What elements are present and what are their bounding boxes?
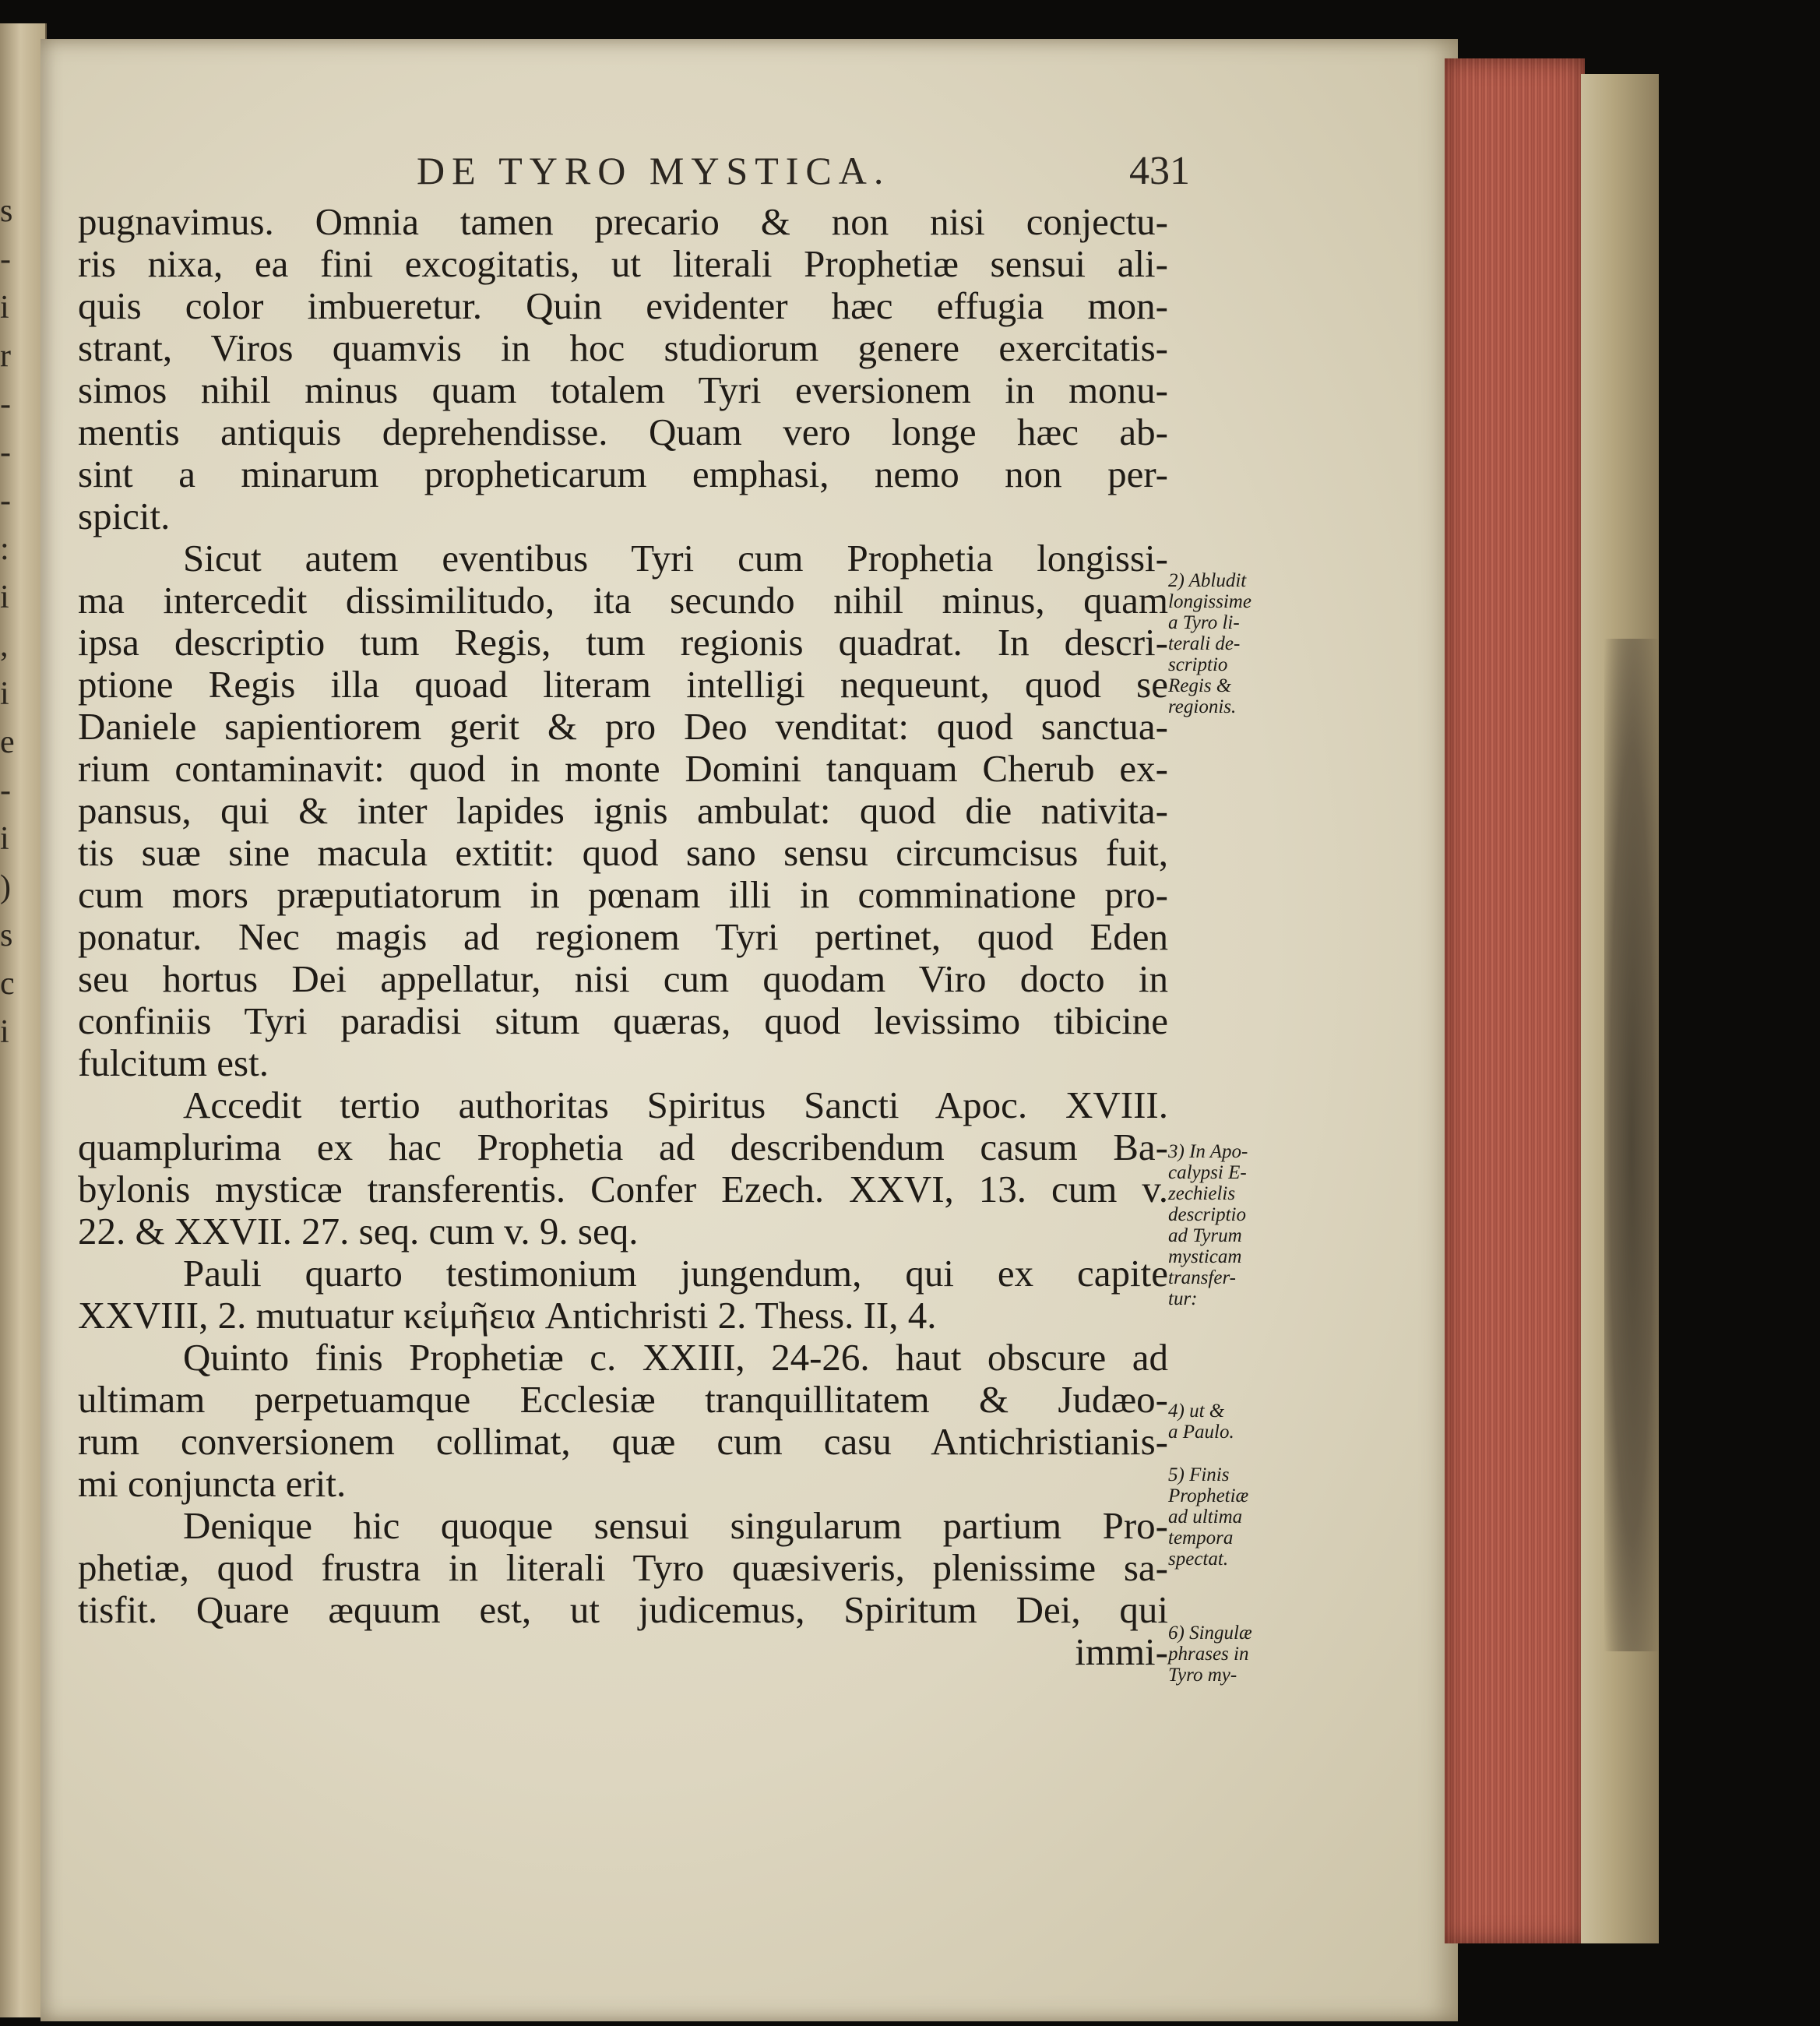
text-line: tis suæ sine macula extitit: quod sano sensu circumcisus fuit,: [78, 831, 1168, 874]
margin-note-line: tempora: [1168, 1527, 1234, 1549]
text-line: cum mors præputiatorum in pœnam illi in comminatione pro-: [78, 873, 1168, 916]
text-line: 22. & XXVII. 27. seq. cum v. 9. seq.: [78, 1210, 639, 1253]
text-line: strant, Viros quamvis in hoc studiorum genere exercitatis-: [78, 326, 1168, 369]
text-line: phetiæ, quod frustra in literali Tyro quæsiveris, plenissime sa-: [78, 1546, 1168, 1589]
margin-note-line: tur:: [1168, 1288, 1198, 1309]
text-line: rium contaminavit: quod in monte Domini tanquam Cherub ex-: [78, 747, 1168, 790]
text-line: confiniis Tyri paradisi situm quæras, quod levissimo tibicine: [78, 999, 1168, 1042]
page-number: 431: [1129, 149, 1190, 193]
left-page-fragment: -: [0, 241, 11, 277]
margin-note-line: mysticam: [1168, 1246, 1242, 1267]
left-page-fragment: ): [0, 869, 11, 905]
text-line: Pauli quarto testimonium jungendum, qui ex capite: [183, 1252, 1168, 1295]
cover-stain: [1604, 639, 1659, 1651]
margin-note-line: ad Tyrum: [1168, 1225, 1242, 1246]
text-line: ptione Regis illa quoad literam intelligi nequeunt, quod se: [78, 663, 1168, 706]
text-line: rum conversionem collimat, quæ cum casu Antichristianis-: [78, 1420, 1168, 1463]
text-line: pansus, qui & inter lapides ignis ambulat: quod die nativita-: [78, 789, 1168, 832]
text-line: quis color imbueretur. Quin evidenter hæc effugia mon-: [78, 284, 1168, 327]
margin-note-line: spectat.: [1168, 1549, 1229, 1570]
left-page-fragment: :: [0, 531, 9, 567]
main-text-block: [78, 201, 1168, 1673]
left-page-fragment: i: [0, 676, 9, 712]
text-line: tisfit. Quare æquum est, ut judicemus, Spiritum Dei, qui: [78, 1588, 1168, 1631]
left-page-fragment: -: [0, 773, 11, 809]
margin-note-line: 5) Finis: [1168, 1464, 1230, 1485]
margin-note-line: ad ultima: [1168, 1506, 1243, 1527]
text-line: simos nihil minus quam totalem Tyri eversionem in monu-: [78, 368, 1168, 411]
text-line: Sicut autem eventibus Tyri cum Prophetia longissi-: [183, 537, 1168, 580]
left-page-fragment: ,: [0, 628, 9, 664]
margin-note-line: zechielis: [1168, 1183, 1236, 1204]
margin-note-line: phrases in: [1168, 1644, 1249, 1665]
text-line: pugnavimus. Omnia tamen precario & non nisi conjectu-: [78, 200, 1168, 243]
left-page-fragment: -: [0, 435, 11, 470]
margin-note: [1168, 570, 1308, 717]
text-line: XXVIII, 2. mutuatur κεἰμῆεια Antichristi 2. Thess. II, 4.: [78, 1294, 937, 1337]
text-line: Daniele sapientiorem gerit & pro Deo venditat: quod sanctua-: [78, 705, 1168, 748]
left-page-fragment: c: [0, 966, 15, 1002]
text-line: fulcitum est.: [78, 1041, 269, 1084]
text-line: ultimam perpetuamque Ecclesiæ tranquillitatem & Judæo-: [78, 1378, 1168, 1421]
left-page-fragment: i: [0, 1014, 9, 1050]
left-page-fragment: s: [0, 918, 13, 953]
text-line: bylonis mysticæ transferentis. Confer Ezech. XXVI, 13. cum v.: [78, 1168, 1168, 1210]
text-line: ipsa descriptio tum Regis, tum regionis quadrat. In descri-: [78, 621, 1168, 664]
margin-note-line: 2) Abludit: [1168, 570, 1247, 591]
margin-note-line: 6) Singulæ: [1168, 1623, 1252, 1644]
text-line: Accedit tertio authoritas Spiritus Sancti Apoc. XVIII.: [183, 1083, 1168, 1126]
margin-note: [1168, 1623, 1308, 1686]
left-page-fragment: r: [0, 338, 11, 374]
left-page-fragment: i: [0, 580, 9, 615]
text-line: Denique hic quoque sensui singularum partium Pro-: [183, 1504, 1168, 1547]
text-line: ma intercedit dissimilitudo, ita secundo nihil minus, quam: [78, 579, 1168, 622]
running-head: DE TYRO MYSTICA.: [417, 149, 891, 192]
left-page-fragment: i: [0, 290, 9, 326]
left-page-fragments: [0, 187, 16, 1355]
text-line: immi-: [1075, 1630, 1168, 1673]
margin-note: [1168, 1141, 1308, 1309]
margin-note: [1168, 1401, 1308, 1443]
margin-note-line: scriptio: [1168, 654, 1228, 675]
margin-note-line: regionis.: [1168, 696, 1237, 717]
margin-note-line: terali de-: [1168, 633, 1241, 654]
margin-note-line: transfer-: [1168, 1267, 1236, 1288]
text-line: seu hortus Dei appellatur, nisi cum quodam Viro docto in: [78, 957, 1168, 1000]
margin-note-line: 4) ut &: [1168, 1401, 1225, 1422]
margin-note-line: longissime: [1168, 591, 1251, 612]
margin-note-line: Regis &: [1168, 675, 1232, 696]
left-page-fragment: i: [0, 821, 9, 857]
margin-note-line: Tyro my-: [1168, 1665, 1237, 1686]
text-line: quamplurima ex hac Prophetia ad describendum casum Ba-: [78, 1126, 1168, 1168]
left-page-fragment: s: [0, 193, 13, 229]
text-line: ponatur. Nec magis ad regionem Tyri pertinet, quod Eden: [78, 915, 1168, 958]
margin-note-line: Prophetiæ: [1168, 1485, 1249, 1506]
margin-note: [1168, 1464, 1308, 1570]
margin-note-line: descriptio: [1168, 1204, 1246, 1225]
margin-note-line: a Paulo.: [1168, 1422, 1234, 1443]
text-line: sint a minarum propheticarum emphasi, nemo non per-: [78, 453, 1168, 495]
margin-note-line: calypsi E-: [1168, 1162, 1247, 1183]
text-line: Quinto finis Prophetiæ c. XXIII, 24-26. haut obscure ad: [183, 1336, 1168, 1379]
left-page-fragment: -: [0, 483, 11, 519]
margin-note-line: a Tyro li-: [1168, 612, 1240, 633]
text-line: mi conjuncta erit.: [78, 1462, 347, 1505]
text-line: ris nixa, ea fini excogitatis, ut literali Prophetiæ sensui ali-: [78, 242, 1168, 285]
left-page-fragment: e: [0, 724, 15, 760]
margin-note-line: 3) In Apo-: [1168, 1141, 1248, 1162]
page-fore-edge: [1445, 58, 1585, 1943]
text-line: mentis antiquis deprehendisse. Quam vero longe hæc ab-: [78, 410, 1168, 453]
text-line: spicit.: [78, 495, 171, 537]
left-page-fragment: -: [0, 386, 11, 422]
